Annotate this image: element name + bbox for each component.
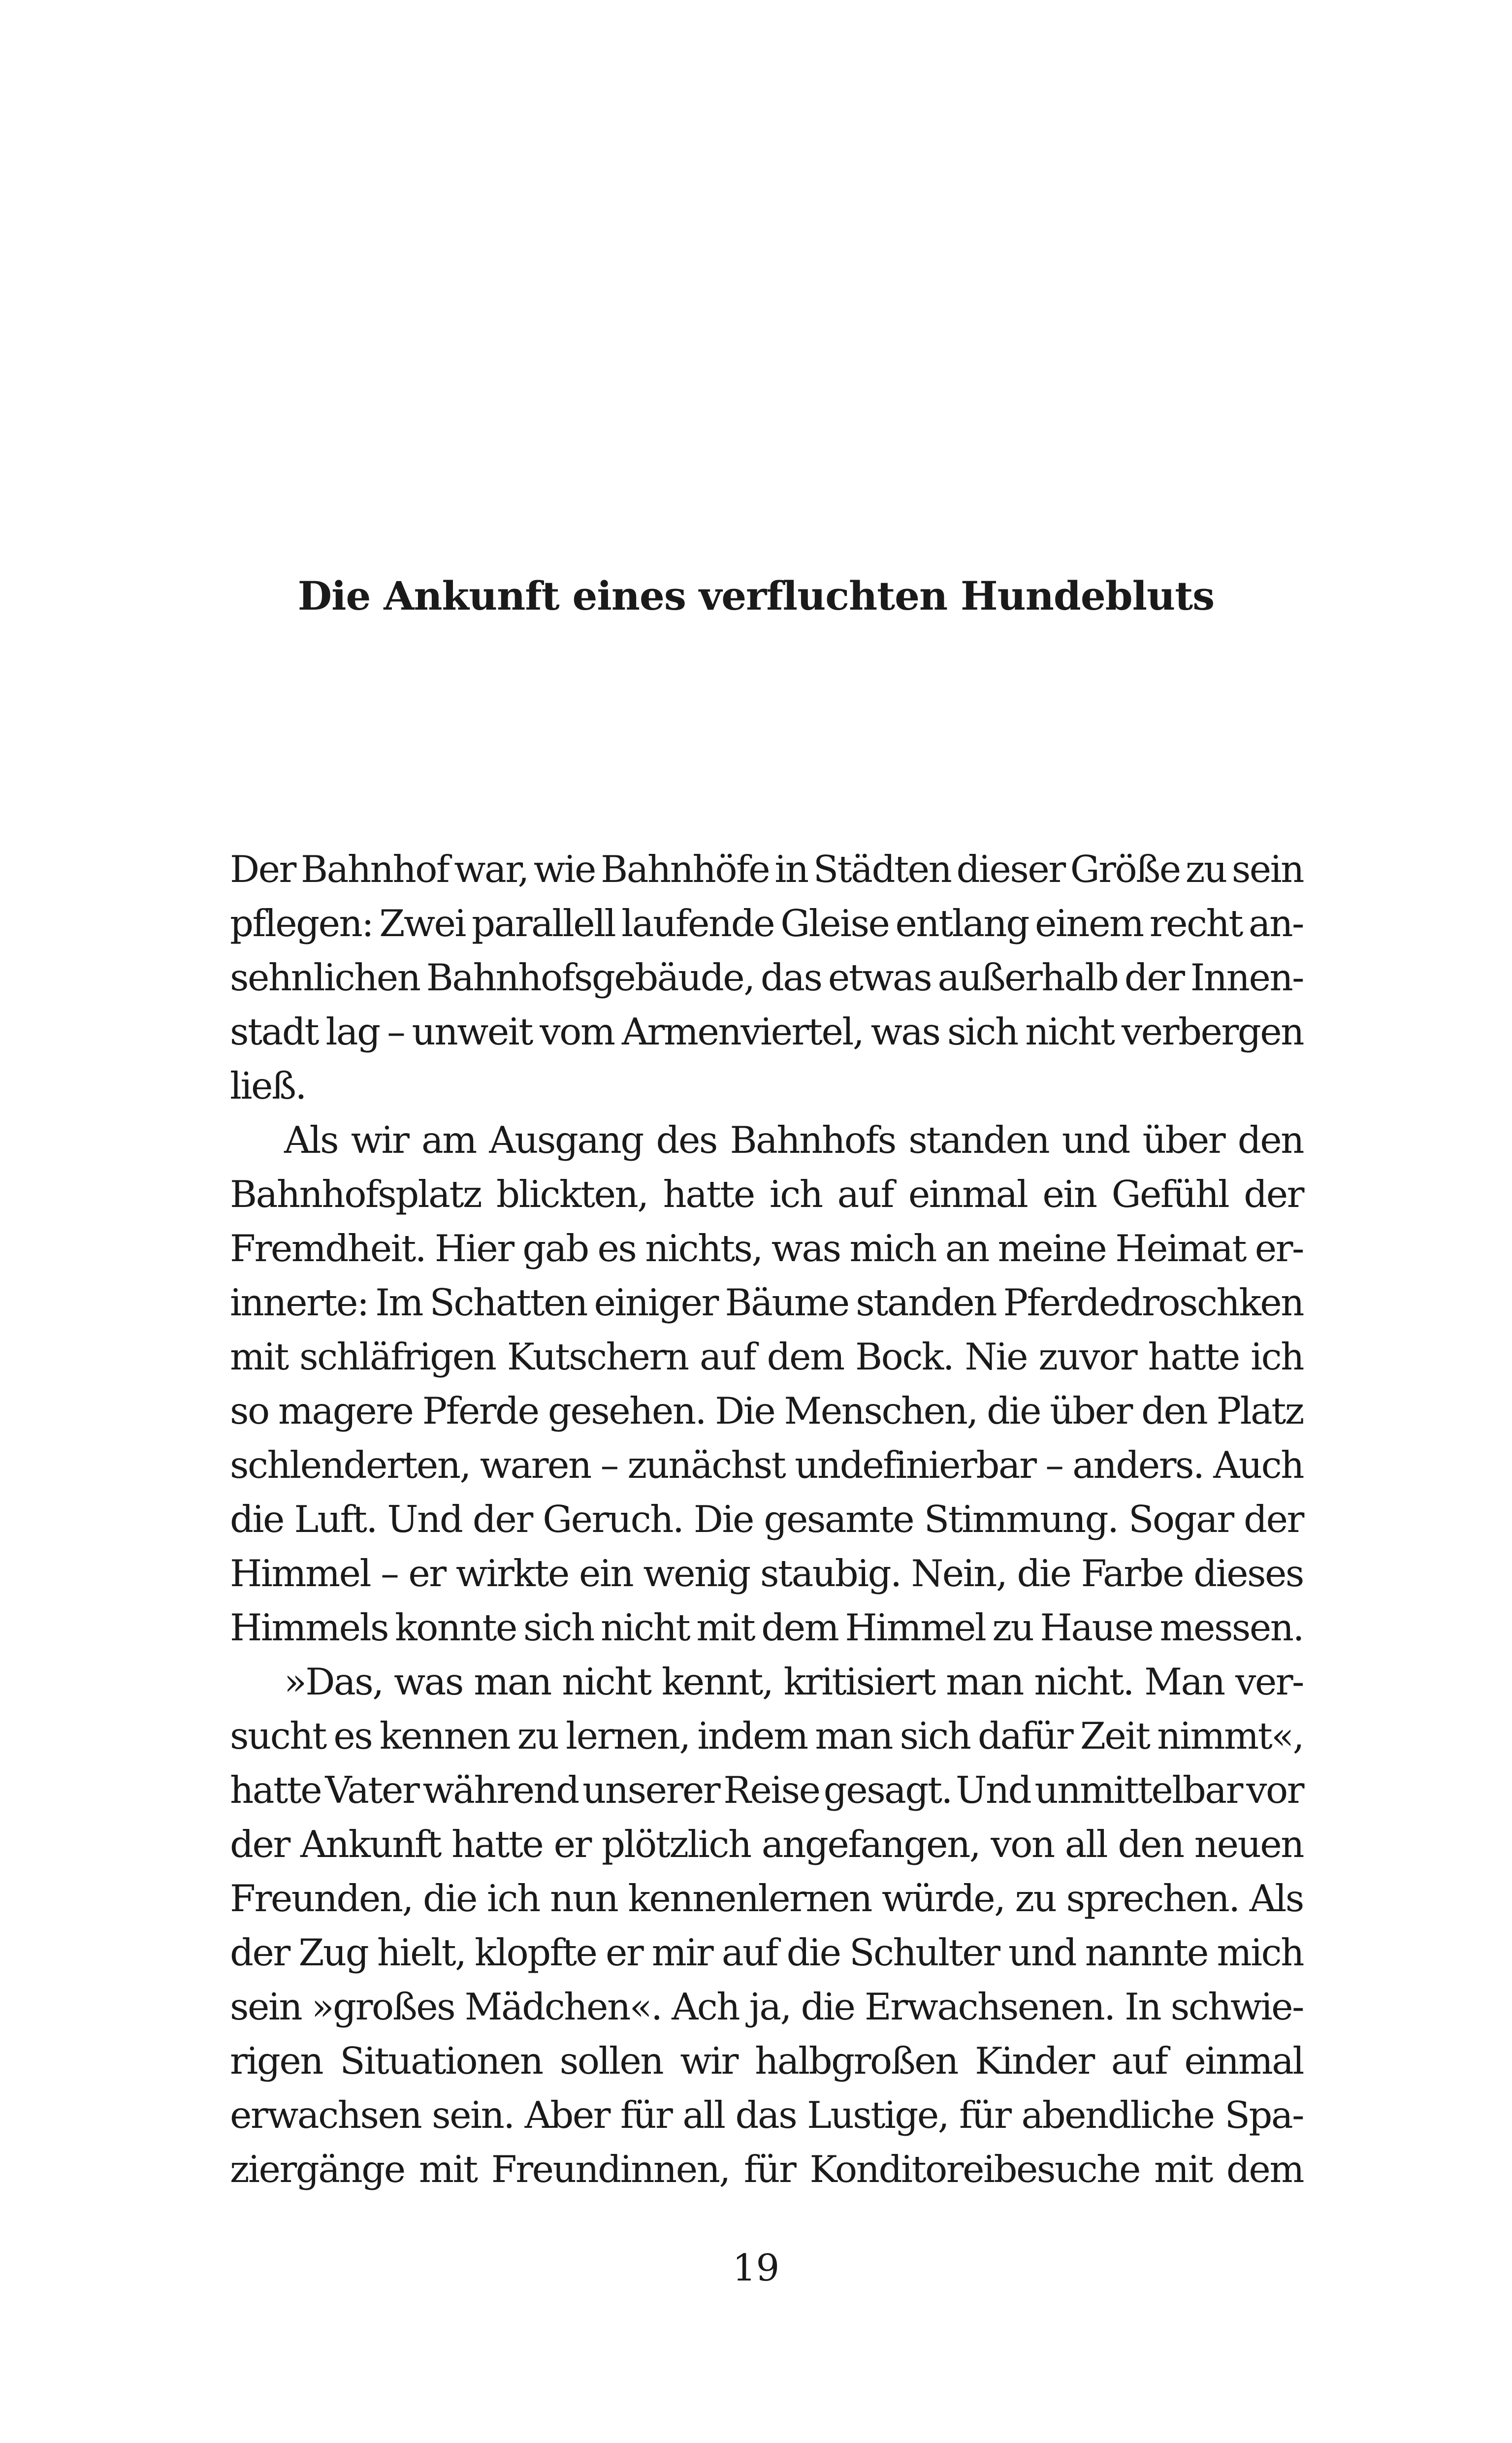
- text-line: Himmels konnte sich nicht mit dem Himmel zu Hause messen.: [230, 1606, 1303, 1649]
- text-line: innerte: Im Schatten einiger Bäume standen Pferdedroschken: [230, 1281, 1303, 1324]
- text-line: Freunden, die ich nun kennenlernen würde, zu sprechen. Als: [230, 1877, 1303, 1920]
- text-line: sehnlichen Bahnhofsgebäude, das etwas außerhalb der Innen-: [230, 956, 1303, 999]
- text-line: stadt lag – unweit vom Armenviertel, was sich nicht verbergen: [230, 1010, 1303, 1053]
- text-line: sucht es kennen zu lernen, indem man sich dafür Zeit nimmt«,: [230, 1714, 1303, 1758]
- text-line: Himmel – er wirkte ein wenig staubig. Nein, die Farbe dieses: [230, 1552, 1303, 1595]
- text-line: Als wir am Ausgang des Bahnhofs standen und über den: [284, 1118, 1303, 1162]
- text-line: erwachsen sein. Aber für all das Lustige, für abendliche Spa-: [230, 2093, 1303, 2137]
- body-text: [230, 842, 1303, 2196]
- text-line: ziergänge mit Freundinnen, für Konditoreibesuche mit dem: [230, 2148, 1303, 2191]
- text-line: pflegen: Zwei parallell laufende Gleise entlang einem recht an-: [230, 902, 1303, 945]
- text-line: schlenderten, waren – zunächst undefinierbar – anders. Auch: [230, 1443, 1303, 1487]
- text-line: ließ.: [230, 1064, 306, 1107]
- text-line: so magere Pferde gesehen. Die Menschen, die über den Platz: [230, 1389, 1303, 1433]
- text-line: Der Bahnhof war, wie Bahnhöfe in Städten dieser Größe zu sein: [230, 847, 1303, 891]
- page-number: 19: [732, 2246, 780, 2289]
- text-line: Fremdheit. Hier gab es nichts, was mich an meine Heimat er-: [230, 1227, 1303, 1270]
- text-line: der Ankunft hatte er plötzlich angefangen, von all den neuen: [230, 1823, 1303, 1866]
- chapter-title: Die Ankunft eines verfluchten Hundebluts: [297, 573, 1215, 619]
- text-line: der Zug hielt, klopfte er mir auf die Schulter und nannte mich: [230, 1931, 1303, 1974]
- text-line: sein »großes Mädchen«. Ach ja, die Erwachsenen. In schwie-: [230, 1985, 1303, 2028]
- text-line: mit schläfrigen Kutschern auf dem Bock. Nie zuvor hatte ich: [230, 1335, 1303, 1378]
- text-line: Bahnhofsplatz blickten, hatte ich auf einmal ein Gefühl der: [230, 1173, 1303, 1216]
- text-line: »Das, was man nicht kennt, kritisiert man nicht. Man ver-: [284, 1660, 1303, 1703]
- text-line: rigen Situationen sollen wir halbgroßen Kinder auf einmal: [230, 2039, 1303, 2083]
- text-line: die Luft. Und der Geruch. Die gesamte Stimmung. Sogar der: [230, 1498, 1303, 1541]
- text-line: hatte Vater während unserer Reise gesagt. Und unmittelbar vor: [230, 1768, 1303, 1812]
